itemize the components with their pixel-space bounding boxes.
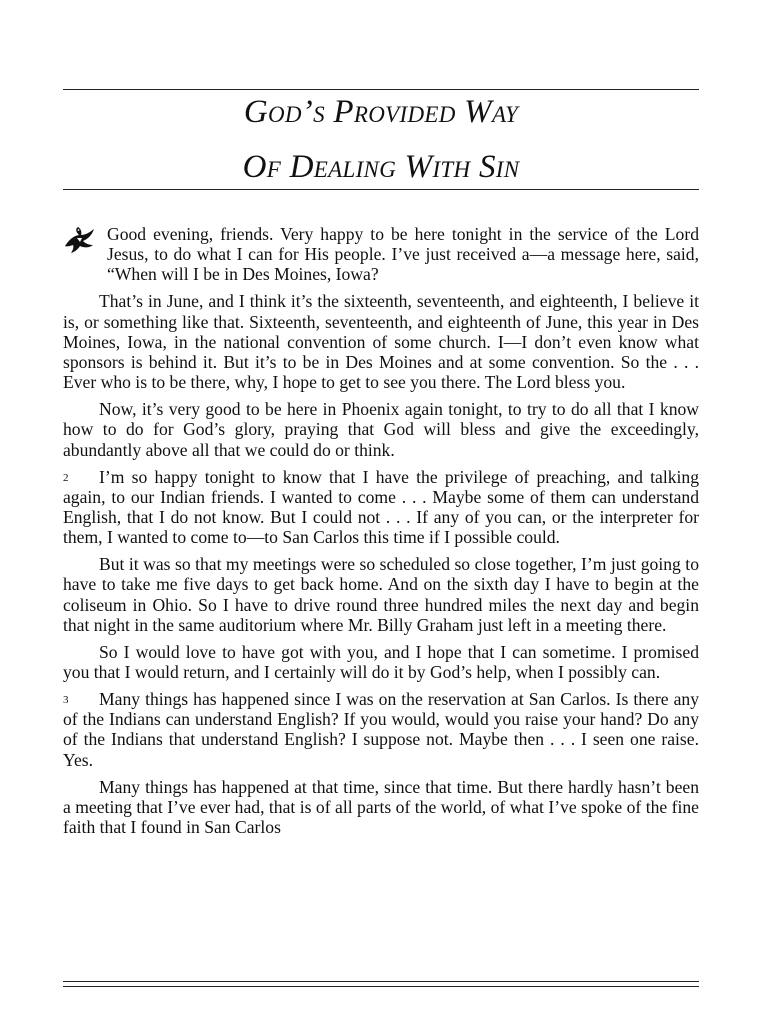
sermon-text [63,224,699,844]
paragraph-number: 2 [63,471,69,484]
page-title-line-2: Of Dealing With Sin [242,149,520,185]
paragraph-4-text: I’m so happy tonight to know that I have the privilege of preaching, and talking again, to our Indian friends. I wanted to come . . . Maybe some of them can understand English, that I do not know. But I could not . . . If any of you can, or the interpreter for them, I wanted to come to—to San Carlos this time if I possible could. [63,466,699,548]
eagle-emblem-icon [63,226,97,254]
paragraph-7 [63,689,699,770]
paragraph-6: So I would love to have got with you, and I hope that I can sometime. I promised you that I would return, and I certainly will do it by God’s help, when I possibly can. [63,641,699,683]
page-title-line-1: God’s Provided Way [243,94,519,130]
top-rule [63,89,699,90]
paragraph-1-text: Good evening, friends. Very happy to be here tonight in the service of the Lord Jesus, to do what I can for His people. I’ve just received a—a message here, said, “When will I be in Des Moines, Iowa? [107,224,699,285]
paragraph-2: That’s in June, and I think it’s the sixteenth, seventeenth, and eighteenth, I believe it is, or something like that. Sixteenth, seventeenth, and eighteenth of June, this year in Des Moines, Iowa, in the national convention of some church. I—I don’t even know what sponsors is behind it. But it’s to be in Des Moines and at some convention. So the . . . Ever who is to be there, why, I hope to get to see you there. The Lord bless you. [63,291,699,393]
footer-rule-upper [63,981,699,982]
paragraph-7-text: Many things has happened since I was on the reservation at San Carlos. Is there any of the Indians can understand English? If you would, would you raise your hand? Do any of the Indians that understand English? I suppose not. Maybe then . . . I seen one raise. Yes. [63,689,699,770]
footer-rule-lower [63,986,699,987]
paragraph-5: But it was so that my meetings were so scheduled so close together, I’m just going to have to take me five days to get back home. And on the sixth day I have to begin at the coliseum in Ohio. So I have to drive round three hundred miles the next day and begin that night in the same auditorium where Mr. Billy Graham just left in a meeting there. [63,554,699,635]
paragraph-4 [63,467,699,548]
title-bottom-rule [63,189,699,190]
paragraph-8: Many things has happened at that time, since that time. But there hardly hasn’t been a meeting that I’ve ever had, that is of all parts of the world, of what I’ve spoke of the fine faith that I found in San Carlos [63,776,699,838]
paragraph-number: 3 [63,694,69,707]
paragraph-3: Now, it’s very good to be here in Phoenix again tonight, to try to do all that I know how to do for God’s glory, praying that God will bless and give the exceedingly, abundantly above all that we could do or think. [63,399,699,460]
paragraph-1 [63,224,699,285]
